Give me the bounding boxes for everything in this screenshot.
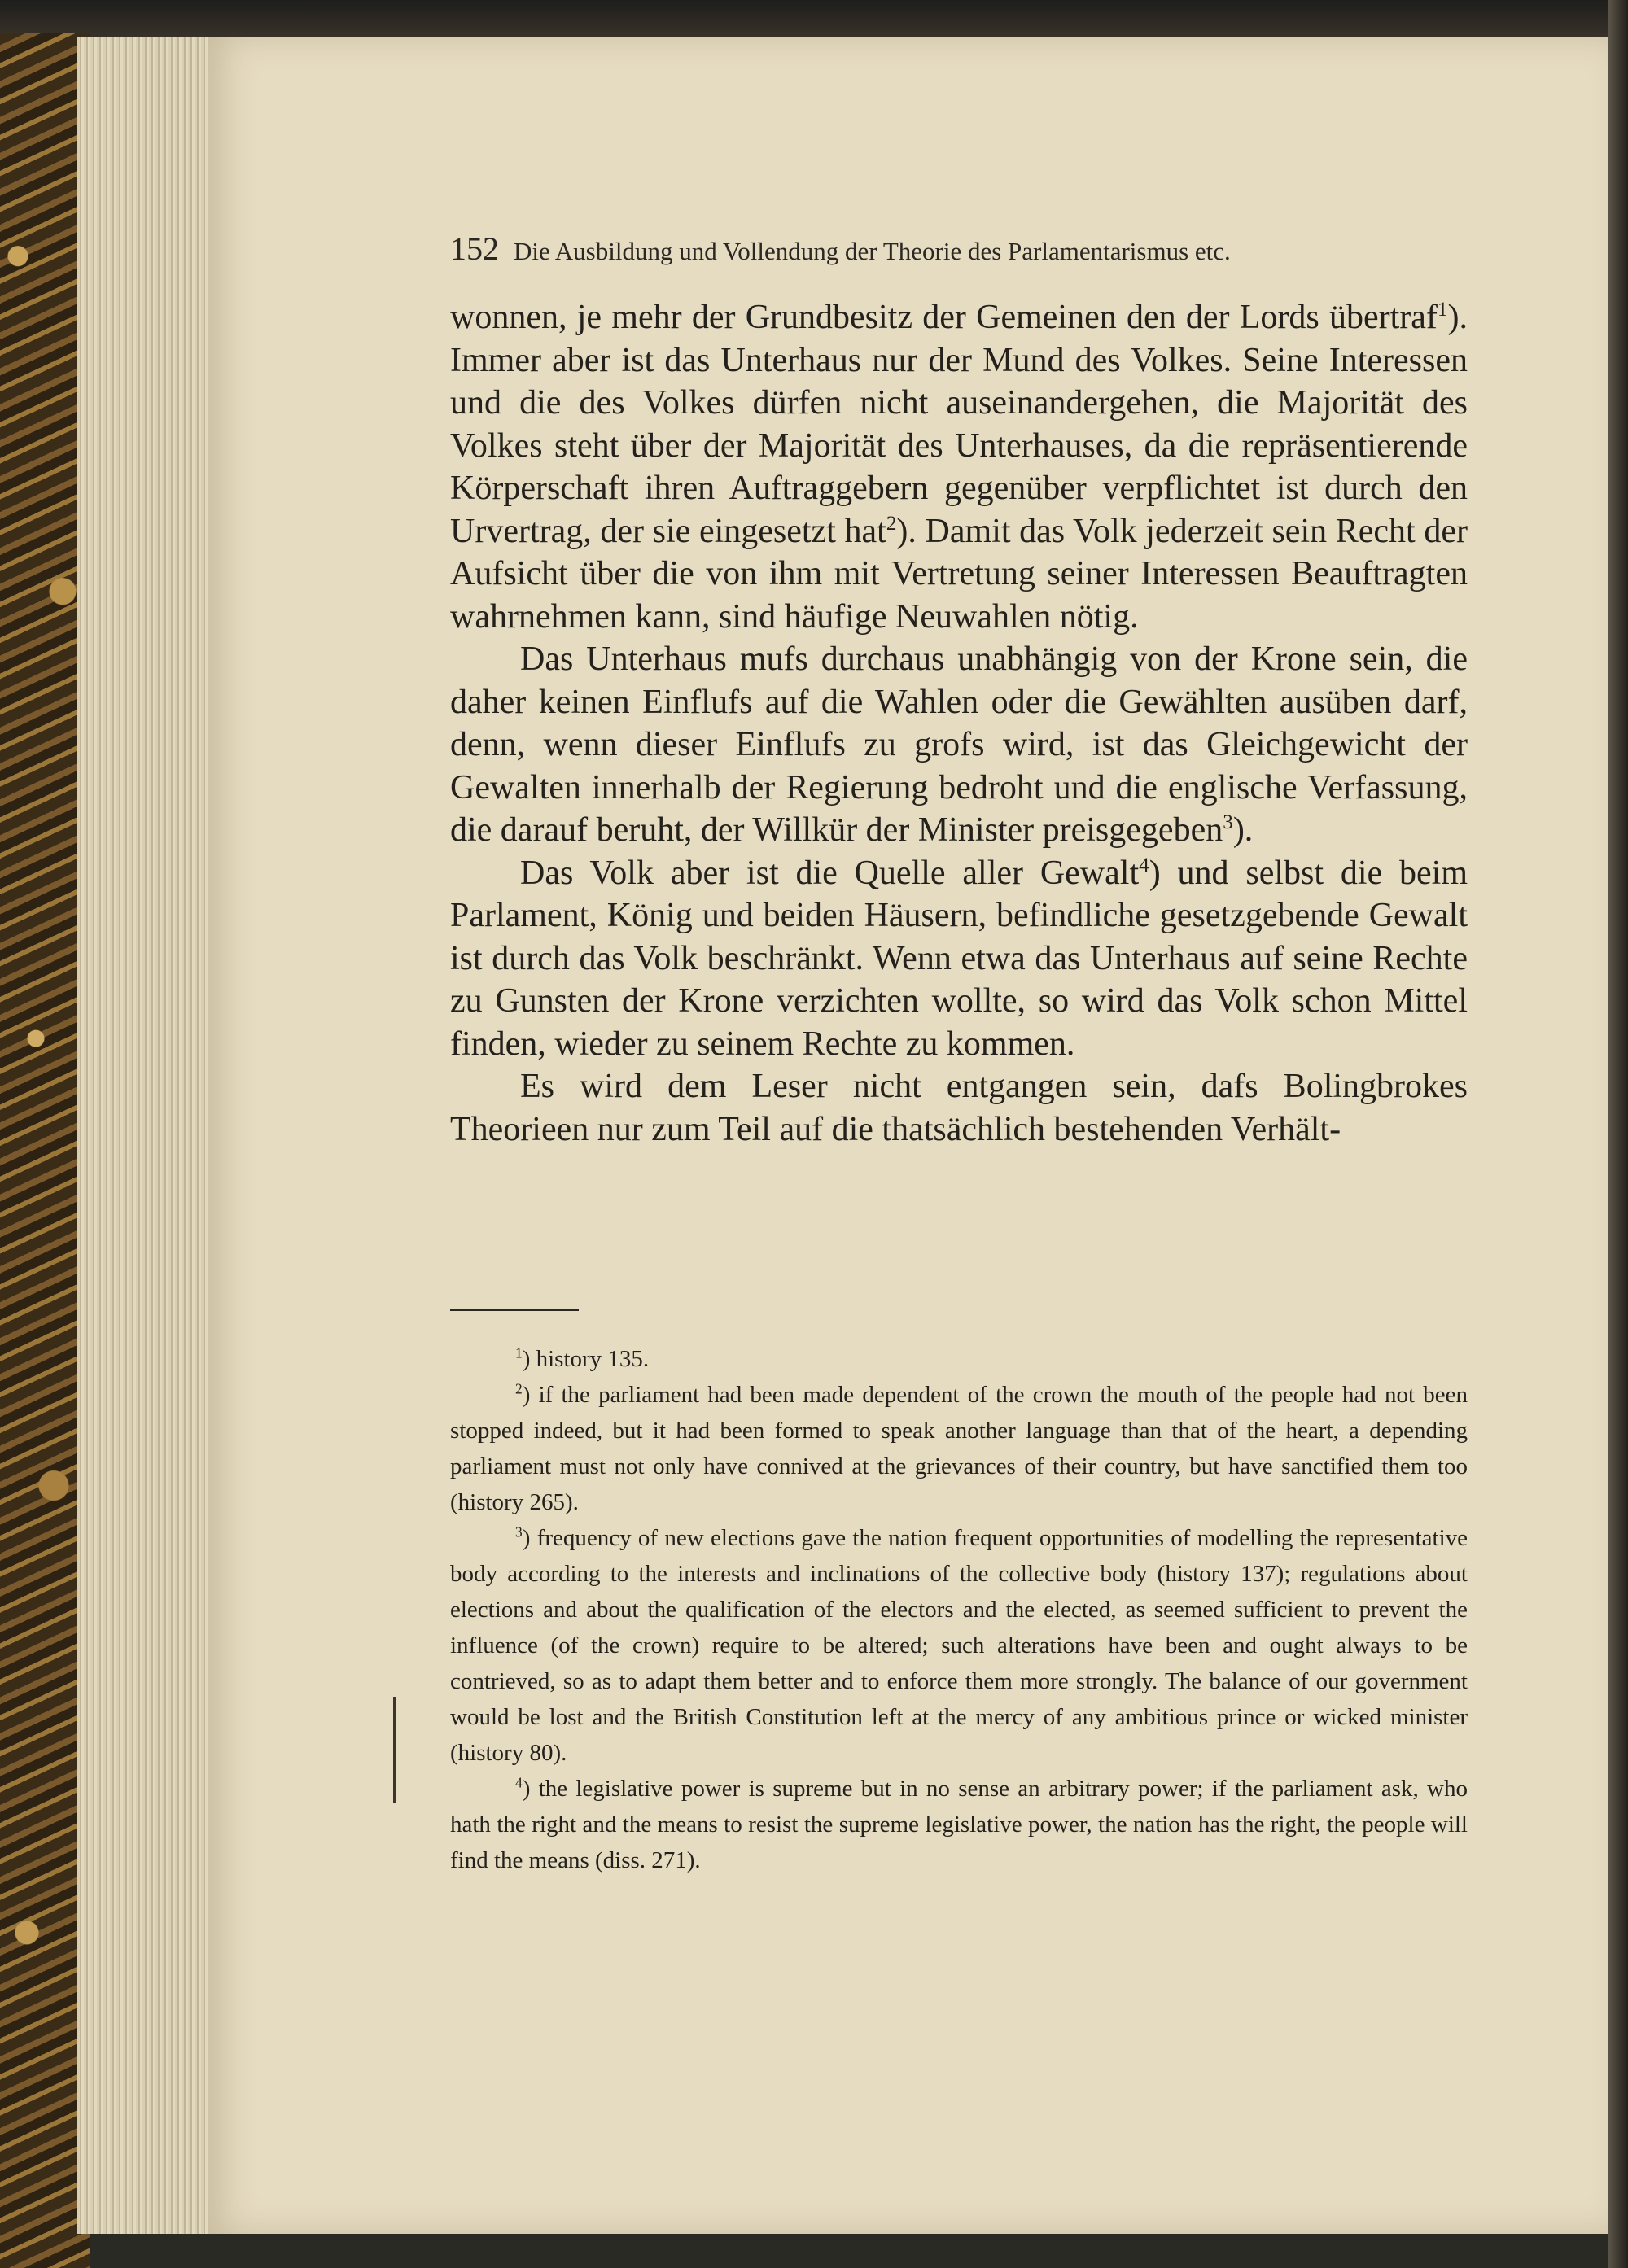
footnote-4 <box>450 1771 1468 1878</box>
paragraph-2 <box>450 638 1468 852</box>
running-head <box>450 229 1419 268</box>
pencil-margin-mark <box>393 1697 396 1803</box>
footnote-2 <box>450 1377 1468 1520</box>
footnote-marker: 1 <box>515 1344 523 1361</box>
footnote-ref: 4 <box>1139 854 1149 876</box>
footnote-text: ) history 135. <box>522 1346 650 1372</box>
paragraph-1 <box>450 296 1468 638</box>
paragraph-4 <box>450 1065 1468 1151</box>
paragraph-text: wonnen, je mehr der Grundbesitz der Gemeinen den der Lords übertraf <box>450 299 1438 336</box>
paragraph-text: Es wird dem Leser nicht entgangen sein, dafs Bolingbrokes Theorieen nur zum Teil auf die thatsächlich bestehenden Verhält- <box>450 1068 1468 1148</box>
running-title: Die Ausbildung und Vollendung der Theorie des Parlamentarismus etc. <box>514 237 1231 265</box>
footnote-text: ) frequency of new elections gave the nation frequent opportunities of modelling the representative body according to the interests and inclinations of the collective body (history 137); regulations about elections and about the qualification of the electors and the elected, as seemed sufficient to prevent the influence (of the crown) require to be altered; such alterations have been and ought always to be contrieved, so as to adapt them better and to enforce them more strongly. The balance of our government would be lost and the British Constitution left at the mercy of any ambitious prince or wicked minister (history 80). <box>450 1525 1468 1766</box>
footnotes <box>450 1341 1468 1878</box>
paragraph-text: ) und selbst die beim Parlament, König und beiden Häusern, befindliche gesetzgebende Gewalt ist durch das Volk beschränkt. Wenn etwa das Unterhaus auf seine Rechte zu Gunsten der Krone verzichten wollte, so wird das Volk schon Mittel finden, wieder zu seinem Rechte zu kommen. <box>450 854 1468 1063</box>
page-number: 152 <box>450 230 499 267</box>
marbled-cover <box>0 33 90 2268</box>
footnote-text: ) the legislative power is supreme but in no sense an arbitrary power; if the parliament ask, who hath the right and the means to resist the supreme legislative power, the nation has the right, the people will find the means (diss. 271). <box>450 1776 1468 1873</box>
footnote-ref: 2 <box>886 512 897 535</box>
paragraph-text: ). Damit das Volk jederzeit sein Recht der Aufsicht über die von ihm mit Vertretung seiner Interessen Beauftragten wahrnehmen kann, sind häufige Neuwahlen nötig. <box>450 512 1468 636</box>
footnote-3 <box>450 1520 1468 1771</box>
paragraph-text: ). <box>1232 811 1254 849</box>
footnote-ref: 1 <box>1437 299 1448 321</box>
paragraph-text: Das Unterhaus mufs durchaus unabhängig von der Krone sein, die daher keinen Einflufs auf die Wahlen oder die Gewählten ausüben darf, denn, wenn dieser Einflufs zu grofs wird, ist das Gleichgewicht der Gewalten innerhalb der Regierung bedroht und die englische Verfassung, die darauf beruht, der Willkür der Minister preisgegeben <box>450 640 1468 849</box>
footnote-marker: 2 <box>515 1380 523 1397</box>
footnote-separator <box>450 1309 579 1311</box>
footnote-text: ) if the parliament had been made dependent of the crown the mouth of the people had not been stopped indeed, but it had been formed to speak another language than that of the heart, a depending parliament must not only have connived at the grievances of their country, but have sanctified them too (history 265). <box>450 1382 1468 1515</box>
paragraph-text: Das Volk aber ist die Quelle aller Gewalt <box>520 854 1140 892</box>
footnote-marker: 4 <box>515 1774 523 1791</box>
book-spine-top <box>0 0 1628 41</box>
footnote-marker: 3 <box>515 1523 523 1540</box>
paragraph-text: ). Immer aber ist das Unterhaus nur der Mund des Volkes. Seine Interessen und die des Volkes dürfen nicht auseinandergehen, die Majorität des Volkes steht über der Majorität des Unterhauses, da die repräsentierende Körperschaft ihren Auftraggebern gegenüber verpflichtet ist durch den Urvertrag, der sie eingesetzt hat <box>450 299 1468 550</box>
book-right-edge <box>1608 0 1628 2268</box>
footnote-1 <box>450 1341 1468 1377</box>
paragraph-3 <box>450 852 1468 1066</box>
page-edges <box>77 37 216 2234</box>
footnote-ref: 3 <box>1223 811 1233 833</box>
main-text <box>450 296 1468 1151</box>
